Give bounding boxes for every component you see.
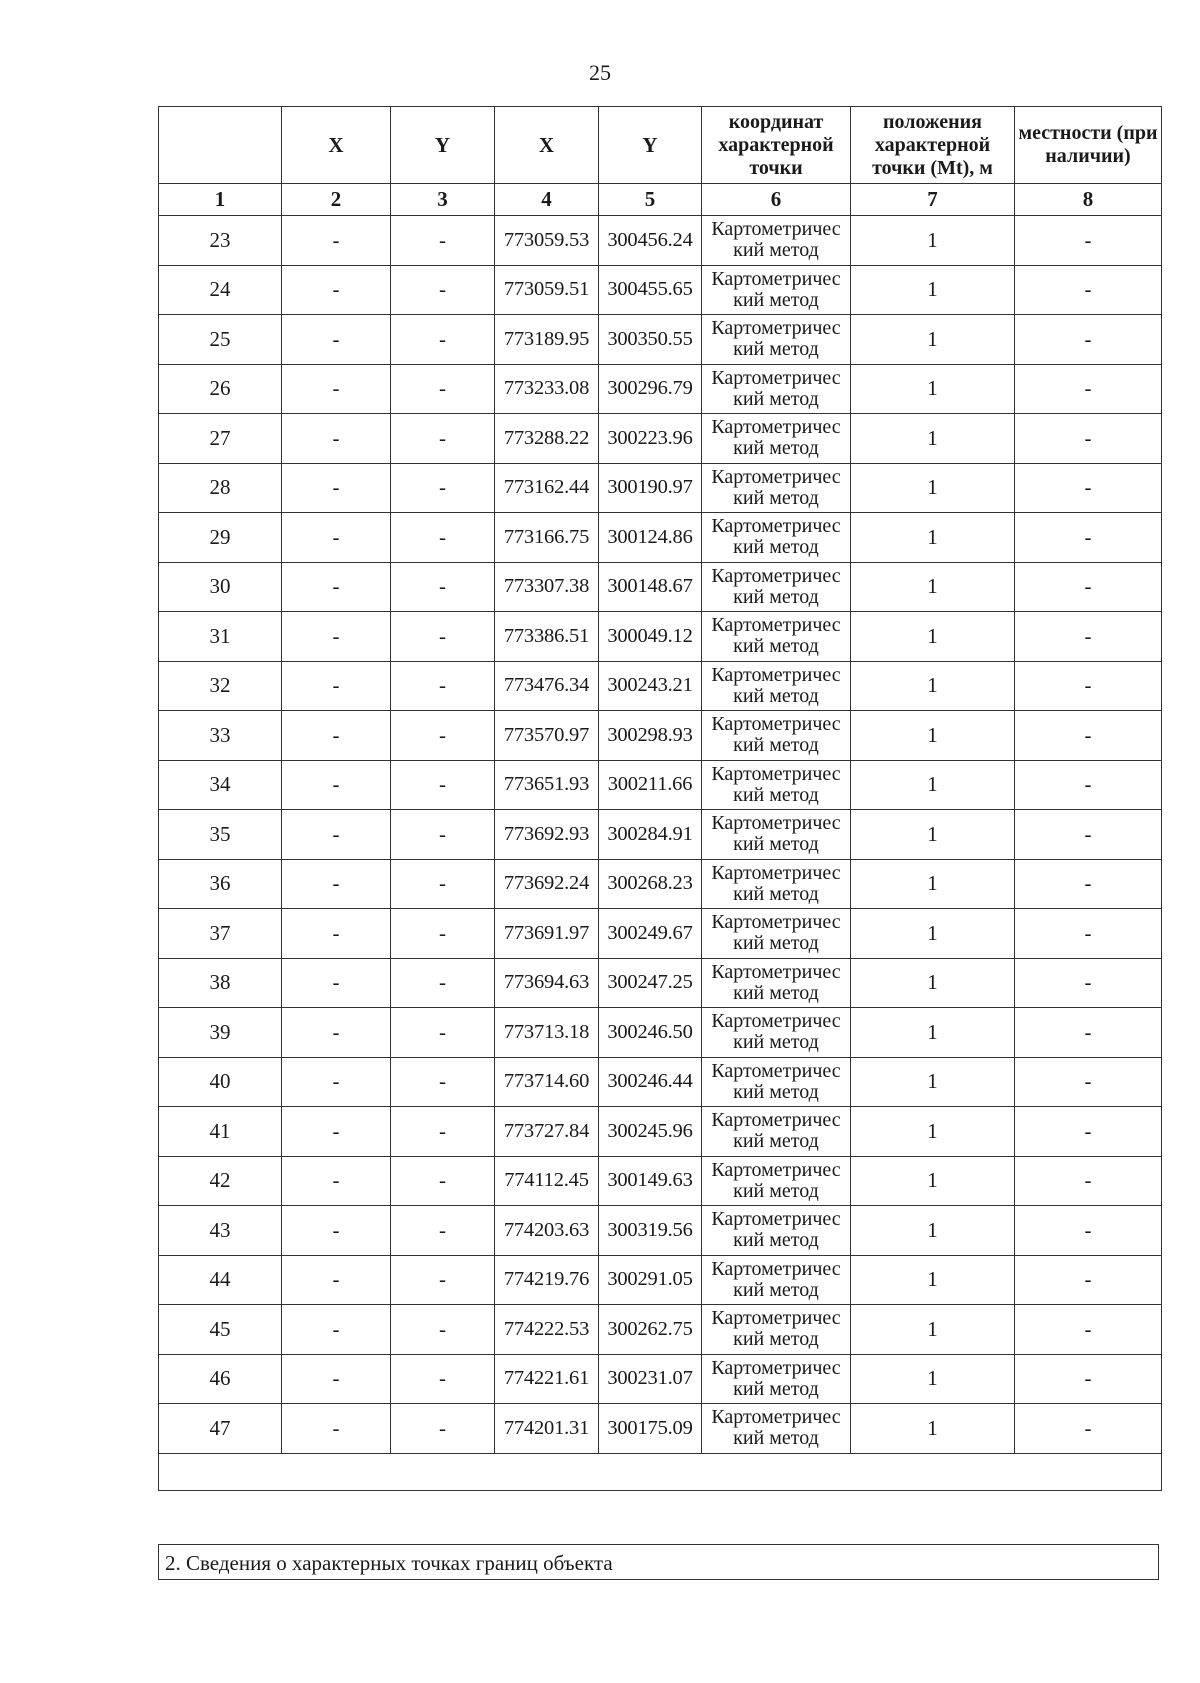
table-cell: Картометричес кий метод: [702, 1008, 851, 1058]
table-cell: 34: [159, 760, 282, 810]
table-cell: 773059.53: [495, 216, 599, 266]
table-cell: 300243.21: [599, 661, 702, 711]
table-cell: 300350.55: [599, 315, 702, 365]
table-cell: 37: [159, 909, 282, 959]
column-number-row: [159, 184, 1162, 216]
table-cell: 300124.86: [599, 513, 702, 563]
table-cell: -: [1015, 711, 1162, 761]
table-cell: -: [1015, 612, 1162, 662]
table-cell: 38: [159, 958, 282, 1008]
table-cell: 773694.63: [495, 958, 599, 1008]
column-number: 6: [702, 184, 851, 216]
table-cell: -: [282, 1206, 391, 1256]
coordinates-table: [158, 106, 1162, 1491]
column-number: 7: [851, 184, 1015, 216]
table-cell: -: [1015, 1404, 1162, 1454]
table-cell: 44: [159, 1255, 282, 1305]
table-cell: 773233.08: [495, 364, 599, 414]
table-cell: 300149.63: [599, 1156, 702, 1206]
table-cell: -: [391, 562, 495, 612]
header-cell: X: [282, 107, 391, 184]
table-cell: 300175.09: [599, 1404, 702, 1454]
table-cell: 29: [159, 513, 282, 563]
table-cell: -: [1015, 909, 1162, 959]
table-cell: Картометричес кий метод: [702, 364, 851, 414]
table-cell: 1: [851, 414, 1015, 464]
table-cell: -: [282, 513, 391, 563]
table-cell: 32: [159, 661, 282, 711]
table-cell: 1: [851, 1057, 1015, 1107]
table-row: [159, 958, 1162, 1008]
table-cell: 773727.84: [495, 1107, 599, 1157]
table-cell: -: [282, 958, 391, 1008]
table-cell: 300211.66: [599, 760, 702, 810]
table-row: [159, 1057, 1162, 1107]
header-cell: Y: [599, 107, 702, 184]
table-cell: 773692.93: [495, 810, 599, 860]
table-cell: 1: [851, 810, 1015, 860]
table-row: [159, 760, 1162, 810]
table-cell: -: [1015, 1057, 1162, 1107]
table-cell: 1: [851, 265, 1015, 315]
table-cell: -: [391, 1008, 495, 1058]
table-cell: Картометричес кий метод: [702, 909, 851, 959]
table-cell: -: [391, 1354, 495, 1404]
table-cell: Картометричес кий метод: [702, 414, 851, 464]
table-cell: 774222.53: [495, 1305, 599, 1355]
page-number: 25: [589, 60, 611, 85]
header-cell: координат характерной точки: [702, 107, 851, 184]
table-cell: 41: [159, 1107, 282, 1157]
table-cell: 773651.93: [495, 760, 599, 810]
table-cell: Картометричес кий метод: [702, 612, 851, 662]
table-cell: -: [391, 1404, 495, 1454]
table-cell: 773691.97: [495, 909, 599, 959]
table-row: [159, 661, 1162, 711]
table-row: [159, 265, 1162, 315]
table-cell: Картометричес кий метод: [702, 1404, 851, 1454]
table-cell: 300455.65: [599, 265, 702, 315]
table-cell: 773189.95: [495, 315, 599, 365]
table-cell: -: [1015, 562, 1162, 612]
table-cell: -: [282, 216, 391, 266]
table-cell: -: [1015, 1305, 1162, 1355]
table-row: [159, 216, 1162, 266]
column-number: 3: [391, 184, 495, 216]
table-cell: -: [282, 562, 391, 612]
section-heading: 2. Сведения о характерных точках границ объекта: [158, 1544, 1159, 1580]
table-cell: -: [282, 1404, 391, 1454]
table-row: [159, 859, 1162, 909]
table-cell: Картометричес кий метод: [702, 216, 851, 266]
table-cell: 1: [851, 1206, 1015, 1256]
table-cell: -: [391, 612, 495, 662]
table-cell: -: [1015, 1206, 1162, 1256]
table-row: [159, 1156, 1162, 1206]
table-cell: -: [391, 1156, 495, 1206]
table-cell: -: [1015, 1255, 1162, 1305]
table-cell: -: [282, 612, 391, 662]
table-row: [159, 1404, 1162, 1454]
table-cell: 773288.22: [495, 414, 599, 464]
table-cell: Картометричес кий метод: [702, 810, 851, 860]
table-cell: 300223.96: [599, 414, 702, 464]
table-cell: 43: [159, 1206, 282, 1256]
table-cell: -: [1015, 1107, 1162, 1157]
table-cell: 39: [159, 1008, 282, 1058]
table-cell: 1: [851, 1008, 1015, 1058]
table-cell: Картометричес кий метод: [702, 1206, 851, 1256]
table-row: [159, 1008, 1162, 1058]
table-cell: -: [391, 1107, 495, 1157]
table-cell: 773692.24: [495, 859, 599, 909]
table-cell: Картометричес кий метод: [702, 760, 851, 810]
table-cell: Картометричес кий метод: [702, 711, 851, 761]
table-row: [159, 513, 1162, 563]
header-cell: положения характерной точки (Mt), м: [851, 107, 1015, 184]
table-cell: 1: [851, 1404, 1015, 1454]
table-cell: -: [1015, 364, 1162, 414]
table-cell: -: [282, 364, 391, 414]
table-cell: 45: [159, 1305, 282, 1355]
table-cell: -: [391, 1255, 495, 1305]
table-cell: 28: [159, 463, 282, 513]
table-row: [159, 414, 1162, 464]
column-number: 5: [599, 184, 702, 216]
table-cell: 25: [159, 315, 282, 365]
table-cell: -: [391, 711, 495, 761]
table-cell: 774203.63: [495, 1206, 599, 1256]
table-cell: -: [1015, 1156, 1162, 1206]
table-cell: -: [391, 364, 495, 414]
table-cell: -: [391, 1206, 495, 1256]
table-cell: Картометричес кий метод: [702, 1255, 851, 1305]
table-cell: -: [391, 513, 495, 563]
table-cell: 1: [851, 711, 1015, 761]
table-cell: -: [282, 859, 391, 909]
table-row: [159, 1255, 1162, 1305]
table-cell: 31: [159, 612, 282, 662]
table-row: [159, 364, 1162, 414]
table-cell: -: [282, 1255, 391, 1305]
table-cell: 1: [851, 513, 1015, 563]
table-cell: 300268.23: [599, 859, 702, 909]
table-cell: 300298.93: [599, 711, 702, 761]
table-cell: 23: [159, 216, 282, 266]
table-cell: 774221.61: [495, 1354, 599, 1404]
table-row: [159, 1354, 1162, 1404]
table-cell: -: [391, 1305, 495, 1355]
table-cell: -: [391, 958, 495, 1008]
table-cell: 35: [159, 810, 282, 860]
table-cell: 42: [159, 1156, 282, 1206]
table-cell: 26: [159, 364, 282, 414]
table-cell: -: [282, 810, 391, 860]
table-cell: 1: [851, 760, 1015, 810]
table-cell: 40: [159, 1057, 282, 1107]
table-cell: 773059.51: [495, 265, 599, 315]
header-row: [159, 107, 1162, 184]
table-cell: -: [391, 1057, 495, 1107]
table-cell: -: [1015, 1008, 1162, 1058]
table-cell: 300249.67: [599, 909, 702, 959]
table-cell: Картометричес кий метод: [702, 1057, 851, 1107]
table-cell: 1: [851, 1156, 1015, 1206]
table-cell: -: [391, 265, 495, 315]
table-cell: -: [282, 1354, 391, 1404]
table-cell: -: [282, 1305, 391, 1355]
table-cell: 300246.50: [599, 1008, 702, 1058]
table-cell: 47: [159, 1404, 282, 1454]
table-cell: -: [282, 414, 391, 464]
table-cell: -: [1015, 859, 1162, 909]
table-cell: 1: [851, 463, 1015, 513]
table-row: [159, 562, 1162, 612]
table-cell: 27: [159, 414, 282, 464]
table-cell: -: [282, 463, 391, 513]
table-cell: Картометричес кий метод: [702, 1107, 851, 1157]
table-cell: -: [1015, 661, 1162, 711]
table-cell: 36: [159, 859, 282, 909]
table-cell: -: [282, 265, 391, 315]
table-cell: -: [282, 909, 391, 959]
table-cell: 300291.05: [599, 1255, 702, 1305]
table-cell: -: [1015, 958, 1162, 1008]
table-cell: -: [282, 1156, 391, 1206]
table-cell: 46: [159, 1354, 282, 1404]
table-cell: 1: [851, 958, 1015, 1008]
table-cell: -: [391, 909, 495, 959]
table-cell: 774112.45: [495, 1156, 599, 1206]
table-cell: 773166.75: [495, 513, 599, 563]
table-cell: -: [282, 711, 391, 761]
header-cell: местности (при наличии): [1015, 107, 1162, 184]
table-cell: -: [1015, 265, 1162, 315]
table-cell: -: [282, 661, 391, 711]
table-cell: 1: [851, 216, 1015, 266]
table-row: [159, 1305, 1162, 1355]
table-cell: Картометричес кий метод: [702, 513, 851, 563]
table-cell: Картометричес кий метод: [702, 265, 851, 315]
header-cell: Y: [391, 107, 495, 184]
table-cell: 300319.56: [599, 1206, 702, 1256]
column-number: 1: [159, 184, 282, 216]
header-cell: [159, 107, 282, 184]
table-cell: -: [1015, 513, 1162, 563]
table-cell: Картометричес кий метод: [702, 1354, 851, 1404]
table-cell: Картометричес кий метод: [702, 958, 851, 1008]
table-cell: -: [1015, 1354, 1162, 1404]
table-cell: 773476.34: [495, 661, 599, 711]
table-cell: Картометричес кий метод: [702, 1305, 851, 1355]
table-cell: 300456.24: [599, 216, 702, 266]
table-cell: 300245.96: [599, 1107, 702, 1157]
table-cell: -: [282, 1107, 391, 1157]
table-cell: 300231.07: [599, 1354, 702, 1404]
header-cell: X: [495, 107, 599, 184]
table-cell: 1: [851, 1255, 1015, 1305]
table-cell: 300246.44: [599, 1057, 702, 1107]
table-cell: Картометричес кий метод: [702, 463, 851, 513]
table-row: [159, 612, 1162, 662]
table-cell: 1: [851, 364, 1015, 414]
table-row: [159, 463, 1162, 513]
table-cell: -: [391, 414, 495, 464]
table-cell: Картометричес кий метод: [702, 661, 851, 711]
table-cell: -: [1015, 810, 1162, 860]
table-cell: 774219.76: [495, 1255, 599, 1305]
table-row: [159, 909, 1162, 959]
table-cell: 1: [851, 909, 1015, 959]
table-cell: 300284.91: [599, 810, 702, 860]
table-row: [159, 315, 1162, 365]
table-cell: 773386.51: [495, 612, 599, 662]
table-cell: -: [391, 859, 495, 909]
table-cell: 1: [851, 315, 1015, 365]
table-cell: 33: [159, 711, 282, 761]
table-cell: Картометричес кий метод: [702, 315, 851, 365]
table-cell: -: [282, 315, 391, 365]
table-cell: Картометричес кий метод: [702, 1156, 851, 1206]
table-cell: -: [391, 315, 495, 365]
table-cell: 773713.18: [495, 1008, 599, 1058]
table-cell: 1: [851, 1305, 1015, 1355]
table-cell: 773162.44: [495, 463, 599, 513]
table-cell: -: [391, 760, 495, 810]
table-cell: 300190.97: [599, 463, 702, 513]
table-row: [159, 810, 1162, 860]
table-cell: -: [391, 216, 495, 266]
table-row: [159, 1206, 1162, 1256]
table-cell: -: [1015, 315, 1162, 365]
table-cell: 774201.31: [495, 1404, 599, 1454]
table-cell: 300148.67: [599, 562, 702, 612]
table-cell: Картометричес кий метод: [702, 859, 851, 909]
column-number: 4: [495, 184, 599, 216]
table-cell: 30: [159, 562, 282, 612]
table-cell: 773307.38: [495, 562, 599, 612]
table-cell: 300049.12: [599, 612, 702, 662]
table-cell: 24: [159, 265, 282, 315]
table-cell: 1: [851, 661, 1015, 711]
table-cell: 300247.25: [599, 958, 702, 1008]
column-number: 2: [282, 184, 391, 216]
table-cell: 1: [851, 1107, 1015, 1157]
table-cell: -: [1015, 760, 1162, 810]
table-cell: 1: [851, 1354, 1015, 1404]
table-cell: -: [391, 463, 495, 513]
table-cell: -: [1015, 414, 1162, 464]
table-cell: -: [391, 810, 495, 860]
table-cell: -: [1015, 463, 1162, 513]
column-number: 8: [1015, 184, 1162, 216]
table-cell: Картометричес кий метод: [702, 562, 851, 612]
table-cell: 1: [851, 562, 1015, 612]
table-cell: 1: [851, 859, 1015, 909]
table-cell: 300262.75: [599, 1305, 702, 1355]
table-row: [159, 711, 1162, 761]
table-cell: 773570.97: [495, 711, 599, 761]
table-cell: 1: [851, 612, 1015, 662]
table-cell: -: [391, 661, 495, 711]
table-cell: -: [282, 1057, 391, 1107]
table-cell: -: [282, 760, 391, 810]
table-row: [159, 1107, 1162, 1157]
table-cell: -: [282, 1008, 391, 1058]
table-cell: -: [1015, 216, 1162, 266]
empty-footer-row: [159, 1453, 1162, 1490]
empty-cell: [159, 1453, 1162, 1490]
table-cell: 300296.79: [599, 364, 702, 414]
table-cell: 773714.60: [495, 1057, 599, 1107]
